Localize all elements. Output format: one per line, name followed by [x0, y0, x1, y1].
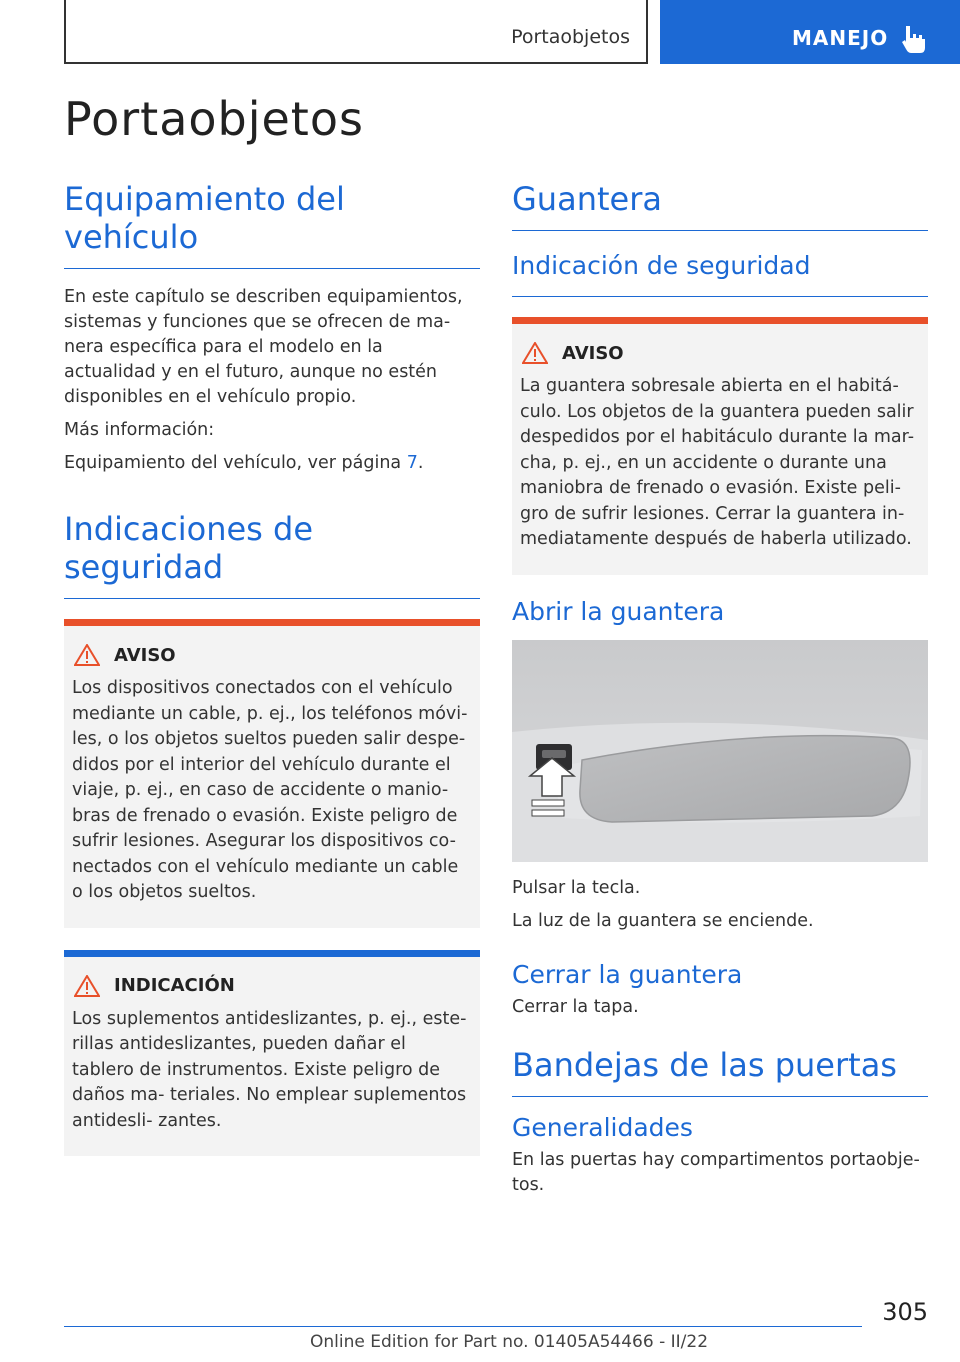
glovebox-aviso-text: La guantera sobresale abierta en el habitá- culo. Los objetos de la guantera pueden salir despedidos por el habitáculo durante la mar- cha, p. ej., en un accidente o durante una maniobra de frenado o evasión. Existe peli- gro de sufrir lesiones. Cerrar la guantera in- mediatamente después de haberla utilizado. — [520, 376, 915, 549]
page-title: Portaobjetos — [64, 92, 364, 146]
open-glovebox-heading: Abrir la guantera — [512, 596, 725, 626]
glovebox-aviso-title: AVISO — [562, 342, 624, 364]
close-text: Cerrar la tapa. — [512, 996, 639, 1017]
header-chapter-label: MANEJO — [792, 26, 889, 50]
general-heading: Generalidades — [512, 1112, 693, 1142]
equipment-page-link[interactable]: 7 — [406, 453, 418, 473]
glovebox-illustration — [512, 640, 928, 862]
equipment-reference-end: . — [417, 453, 424, 473]
equipment-reference-text: Equipamiento del vehículo, ver página — [64, 453, 407, 473]
glovebox-heading: Guantera — [512, 180, 928, 231]
left-column — [64, 180, 480, 1178]
header-chapter-tab[interactable] — [660, 0, 960, 64]
indicacion-notice — [64, 950, 480, 1157]
aviso-notice — [64, 619, 480, 928]
right-column — [512, 180, 928, 1206]
indicacion-text: Los suplementos antideslizantes, p. ej., este- rillas antideslizantes, pueden dañar el tablero de instrumentos. Existe peligro de daños ma- teriales. No emplear suplementos antidesli- zantes. — [72, 1008, 467, 1131]
pointing-hand-icon — [900, 24, 928, 54]
safety-heading: Indicaciones de seguridad — [64, 510, 480, 599]
warning-triangle-icon — [74, 644, 100, 666]
door-trays-heading: Bandejas de las puertas — [512, 1046, 928, 1097]
glovebox-aviso-notice — [512, 317, 928, 575]
header-section-box — [64, 0, 648, 64]
page-number: 305 — [882, 1298, 928, 1326]
glovebox-safety-heading: Indicación de seguridad — [512, 251, 928, 297]
indicacion-title: INDICACIÓN — [114, 975, 235, 996]
equipment-text: En este capítulo se describen equipamientos, sistemas y funciones que se ofrecen de ma- nera específica para el modelo en la actualidad y en el futuro, aunque no estén disponibles en el vehículo propio. — [64, 287, 463, 407]
warning-triangle-icon — [522, 342, 548, 364]
open-step-2: La luz de la guantera se enciende. — [512, 910, 814, 931]
warning-triangle-icon — [74, 975, 100, 997]
general-text: En las puertas hay compartimentos portaobje- tos. — [512, 1149, 920, 1195]
footer-edition: Online Edition for Part no. 01405A54466 - II/22 — [310, 1332, 709, 1352]
aviso-text: Los dispositivos conectados con el vehículo mediante un cable, p. ej., los teléfonos móvi- les, o los objetos sueltos pueden salir despe- didos por el interior del vehículo durante el viaje, p. ej., en caso de accidente o manio- bras de frenado o evasión. Existe peligro de sufrir lesiones. Asegurar los dispositivos co- nectados con el vehículo mediante un cable o los objetos sueltos. — [72, 678, 468, 902]
close-glovebox-heading: Cerrar la guantera — [512, 959, 743, 989]
more-info-label: Más información: — [64, 420, 215, 440]
footer-divider — [64, 1326, 862, 1327]
equipment-reference — [64, 451, 480, 476]
equipment-heading: Equipamiento del vehículo — [64, 180, 480, 269]
open-step-1: Pulsar la tecla. — [512, 877, 641, 898]
aviso-title: AVISO — [114, 644, 176, 666]
header-section-title: Portaobjetos — [511, 26, 630, 48]
glovebox-button-photo — [512, 640, 928, 862]
